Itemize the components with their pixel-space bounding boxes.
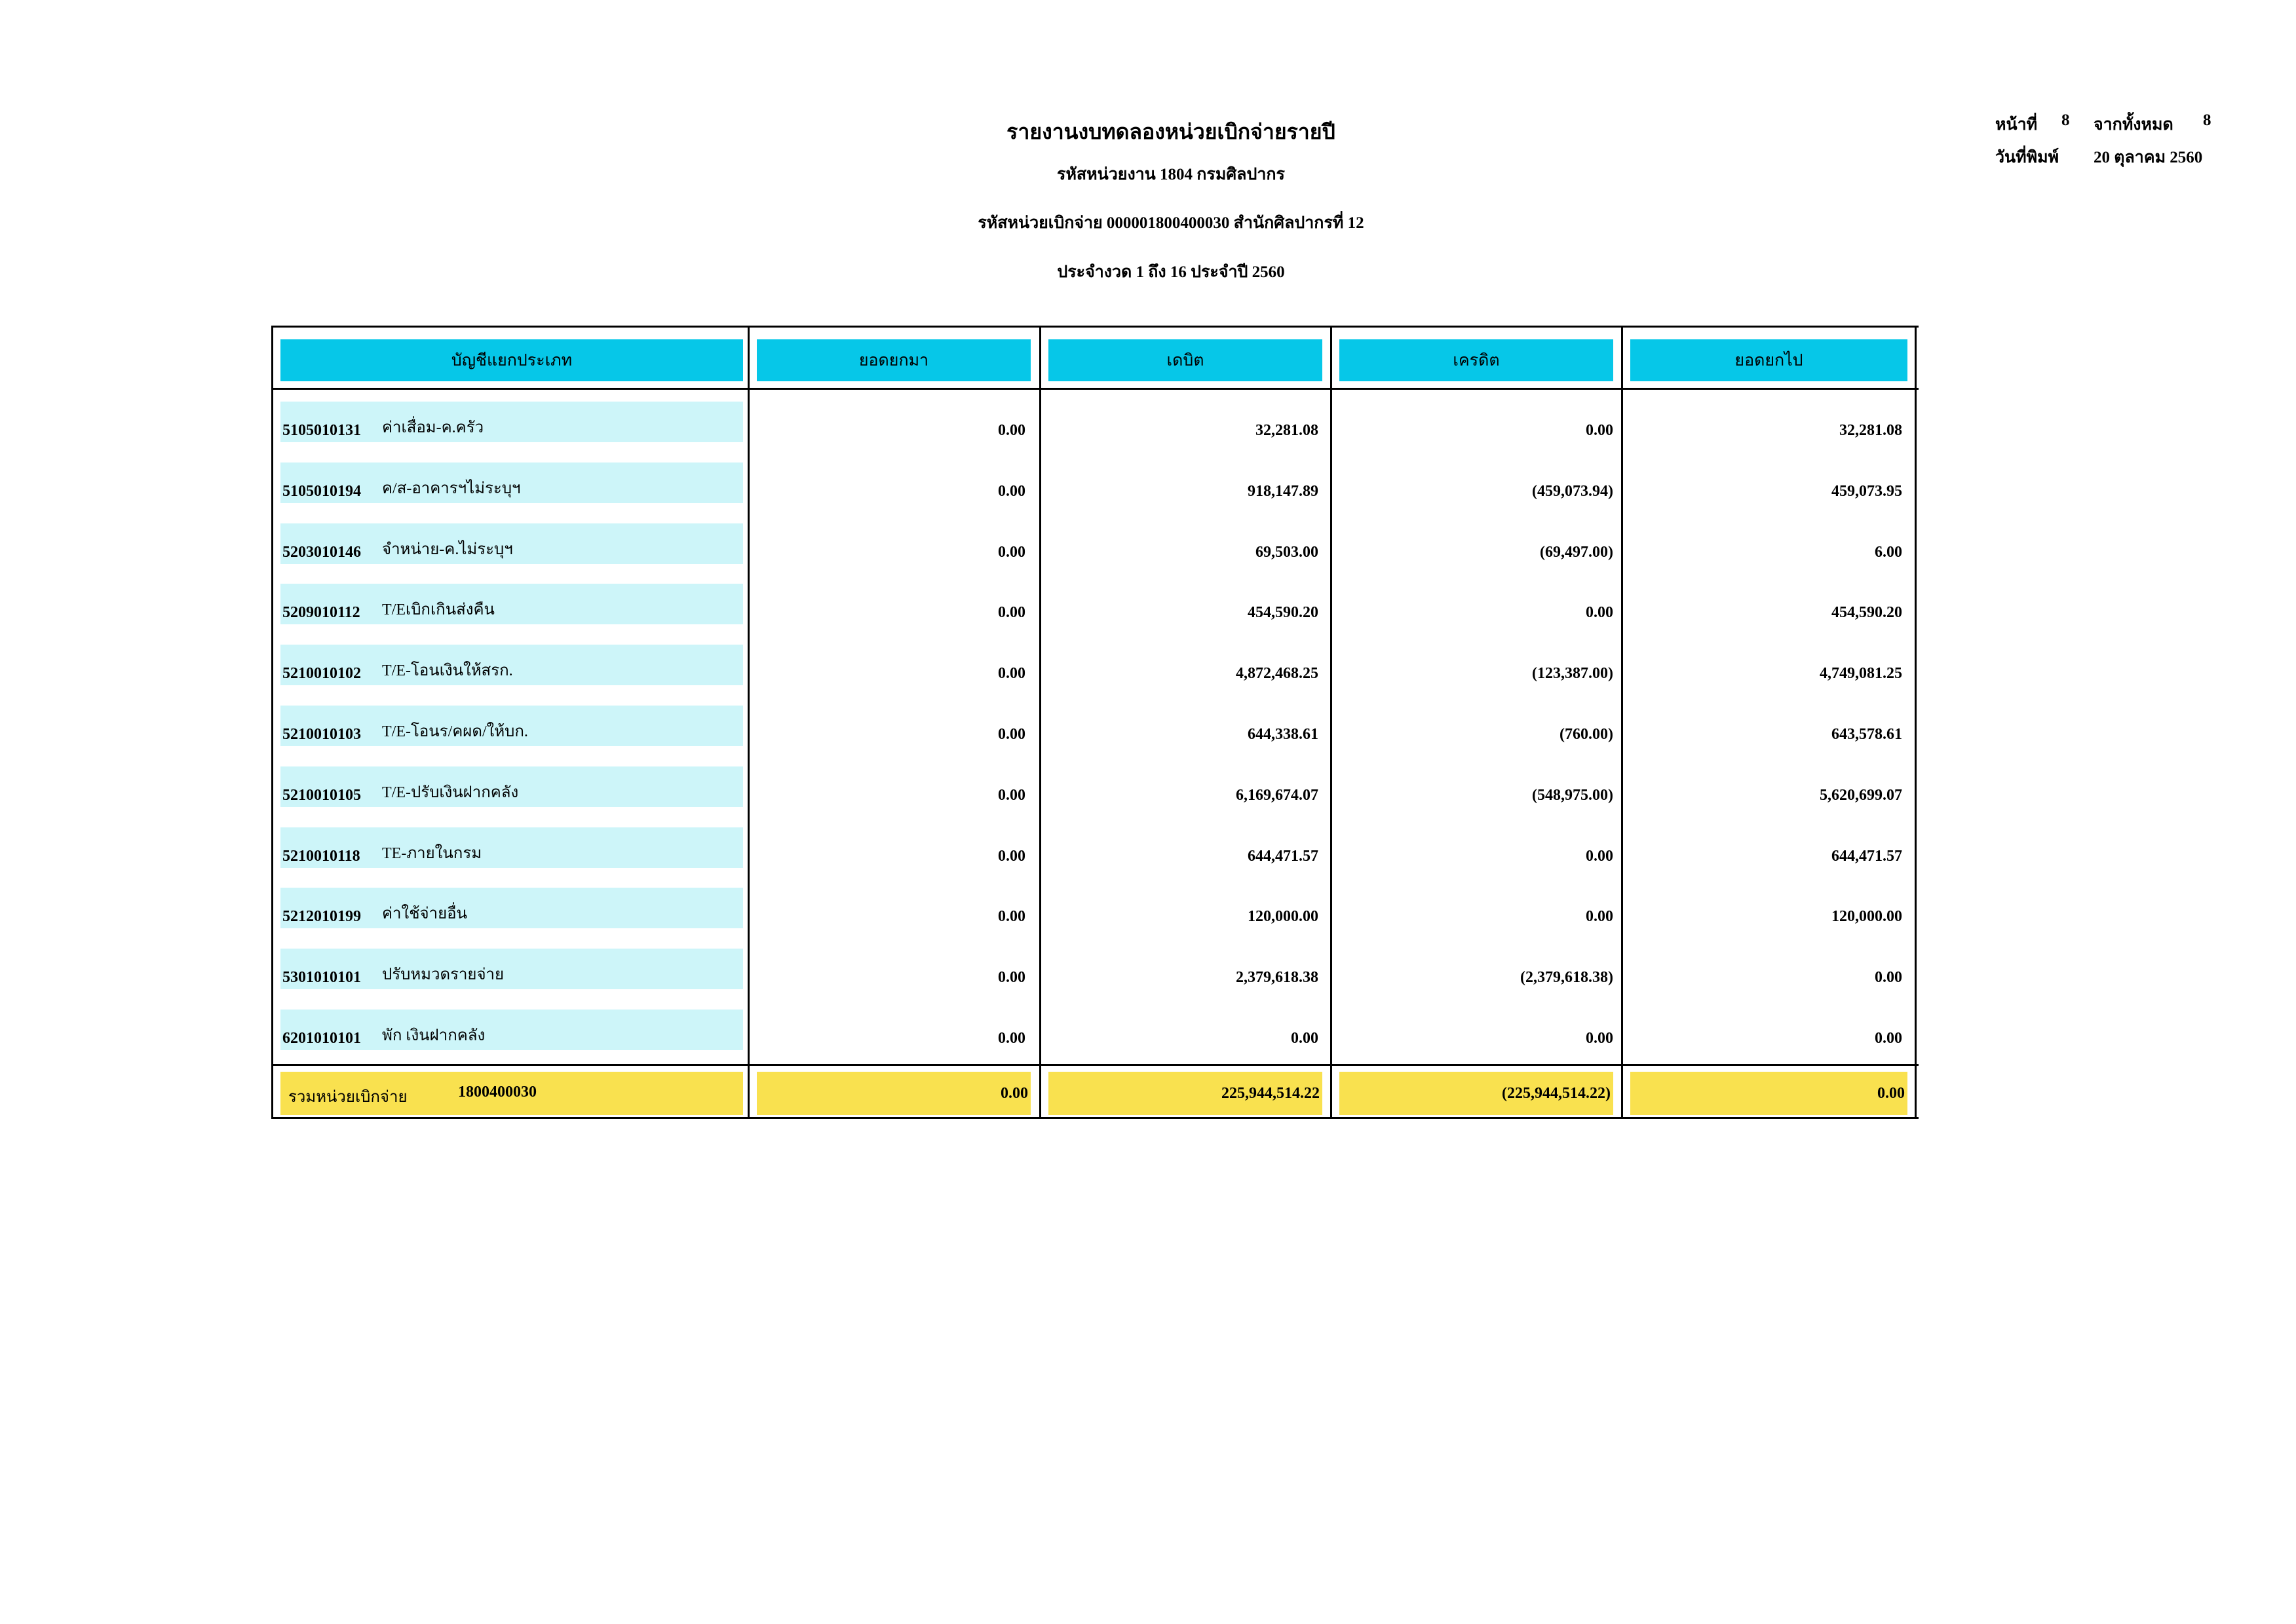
column-header-brought-forward: ยอดยกมา: [757, 339, 1031, 381]
print-date-label: วันที่พิมพ์: [1995, 149, 2059, 166]
account-cell: [280, 827, 743, 868]
debit-value: 454,590.20: [1248, 604, 1318, 622]
account-name: T/E-โอนเงินให้สรก.: [382, 662, 513, 680]
credit-value: (69,497.00): [1540, 543, 1613, 561]
carried-forward-value: 643,578.61: [1831, 726, 1902, 743]
page-label: หน้าที่: [1995, 116, 2038, 134]
account-name: TE-ภายในกรม: [382, 844, 482, 862]
total-debit: 225,944,514.22: [1048, 1072, 1322, 1115]
table-row: [0, 645, 2296, 706]
print-date: 20 ตุลาคม 2560: [2094, 149, 2203, 166]
account-code: 5301010101: [282, 969, 361, 987]
account-cell: [280, 523, 743, 564]
brought-forward-value: 0.00: [998, 482, 1025, 500]
brought-forward-value: 0.00: [998, 543, 1025, 561]
credit-value: (760.00): [1559, 726, 1613, 743]
account-name: ค่าเสื่อม-ค.ครัว: [382, 419, 484, 436]
debit-value: 6,169,674.07: [1236, 786, 1318, 804]
carried-forward-value: 120,000.00: [1831, 908, 1902, 926]
debit-value: 918,147.89: [1248, 482, 1318, 500]
account-name: จำหน่าย-ค.ไม่ระบุฯ: [382, 540, 513, 558]
credit-value: 0.00: [1586, 604, 1613, 622]
table-row: [0, 888, 2296, 949]
carried-forward-value: 4,749,081.25: [1820, 665, 1902, 683]
account-cell: [280, 463, 743, 503]
column-header-debit: เดบิต: [1048, 339, 1322, 381]
carried-forward-value: 459,073.95: [1831, 482, 1902, 500]
table-row: [0, 1010, 2296, 1070]
account-code: 5203010146: [282, 543, 361, 561]
total-unit-code: 1800400030: [458, 1084, 537, 1101]
brought-forward-value: 0.00: [998, 969, 1025, 987]
account-name: ค/ส-อาคารฯไม่ระบุฯ: [382, 480, 521, 497]
total-pages-label: จากทั้งหมด: [2094, 116, 2173, 134]
account-code: 5209010112: [282, 604, 360, 622]
total-brought-forward: 0.00: [757, 1072, 1031, 1115]
debit-value: 0.00: [1291, 1030, 1318, 1047]
brought-forward-value: 0.00: [998, 786, 1025, 804]
total-carried-forward: 0.00: [1630, 1072, 1907, 1115]
account-code: 5105010194: [282, 482, 361, 500]
total-pages: 8: [2203, 111, 2211, 129]
brought-forward-value: 0.00: [998, 422, 1025, 439]
brought-forward-value: 0.00: [998, 604, 1025, 622]
carried-forward-value: 6.00: [1875, 543, 1902, 561]
account-name: ปรับหมวดรายจ่าย: [382, 966, 505, 984]
debit-value: 644,471.57: [1248, 847, 1318, 865]
total-label: รวมหน่วยเบิกจ่าย: [288, 1089, 408, 1106]
brought-forward-value: 0.00: [998, 726, 1025, 743]
table-top-border: [271, 326, 1919, 328]
account-code: 5210010103: [282, 726, 361, 743]
period-line: ประจำงวด 1 ถึง 16 ประจำปี 2560: [1057, 263, 1285, 281]
debit-value: 120,000.00: [1248, 908, 1318, 926]
account-cell: [280, 706, 743, 746]
account-code: 5210010105: [282, 786, 361, 804]
account-code: 6201010101: [282, 1030, 361, 1047]
account-name: T/Eเบิกเกินส่งคืน: [382, 601, 495, 619]
table-row: [0, 523, 2296, 584]
debit-value: 2,379,618.38: [1236, 969, 1318, 987]
credit-value: 0.00: [1586, 1030, 1613, 1047]
credit-value: 0.00: [1586, 847, 1613, 865]
table-bottom-border: [271, 1117, 1919, 1119]
table-row: [0, 949, 2296, 1010]
carried-forward-value: 5,620,699.07: [1820, 786, 1902, 804]
credit-value: (123,387.00): [1532, 665, 1613, 683]
brought-forward-value: 0.00: [998, 665, 1025, 683]
account-name: T/E-โอนร/คผด/ให้บก.: [382, 723, 528, 740]
credit-value: 0.00: [1586, 422, 1613, 439]
account-name: พัก เงินฝากคลัง: [382, 1027, 486, 1044]
account-cell: [280, 584, 743, 624]
account-code: 5212010199: [282, 908, 361, 926]
credit-value: (459,073.94): [1532, 482, 1613, 500]
agency-line: รหัสหน่วยงาน 1804 กรมศิลปากร: [1057, 166, 1285, 183]
account-cell: [280, 888, 743, 928]
total-credit: (225,944,514.22): [1339, 1072, 1613, 1115]
column-header-account: บัญชีแยกประเภท: [280, 339, 743, 381]
account-cell: [280, 1010, 743, 1050]
carried-forward-value: 0.00: [1875, 1030, 1902, 1047]
debit-value: 32,281.08: [1255, 422, 1318, 439]
carried-forward-value: 454,590.20: [1831, 604, 1902, 622]
brought-forward-value: 0.00: [998, 1030, 1025, 1047]
debit-value: 644,338.61: [1248, 726, 1318, 743]
carried-forward-value: 32,281.08: [1839, 422, 1902, 439]
account-name: ค่าใช้จ่ายอื่น: [382, 905, 467, 923]
report-title: รายงานงบทดลองหน่วยเบิกจ่ายรายปี: [1006, 120, 1335, 143]
page-number: 8: [2061, 111, 2070, 129]
credit-value: (548,975.00): [1532, 786, 1613, 804]
column-header-credit: เครดิต: [1339, 339, 1613, 381]
header-bottom-border: [271, 388, 1919, 390]
carried-forward-value: 644,471.57: [1831, 847, 1902, 865]
table-row: [0, 706, 2296, 766]
account-code: 5105010131: [282, 422, 361, 439]
carried-forward-value: 0.00: [1875, 969, 1902, 987]
table-row: [0, 584, 2296, 645]
total-label-cell: [280, 1072, 743, 1115]
table-row: [0, 827, 2296, 888]
account-cell: [280, 766, 743, 807]
table-row: [0, 463, 2296, 523]
account-cell: [280, 402, 743, 442]
account-code: 5210010118: [282, 847, 360, 865]
debit-value: 69,503.00: [1255, 543, 1318, 561]
credit-value: 0.00: [1586, 908, 1613, 926]
account-code: 5210010102: [282, 665, 361, 683]
account-cell: [280, 949, 743, 989]
debit-value: 4,872,468.25: [1236, 665, 1318, 683]
brought-forward-value: 0.00: [998, 908, 1025, 926]
column-header-carried-forward: ยอดยกไป: [1630, 339, 1907, 381]
table-row: [0, 402, 2296, 463]
account-cell: [280, 645, 743, 685]
brought-forward-value: 0.00: [998, 847, 1025, 865]
credit-value: (2,379,618.38): [1520, 969, 1613, 987]
disbursement-unit-line: รหัสหน่วยเบิกจ่าย 000001800400030 สำนักศิลปากรที่ 12: [978, 214, 1364, 232]
account-name: T/E-ปรับเงินฝากคลัง: [382, 784, 519, 801]
table-row: [0, 766, 2296, 827]
